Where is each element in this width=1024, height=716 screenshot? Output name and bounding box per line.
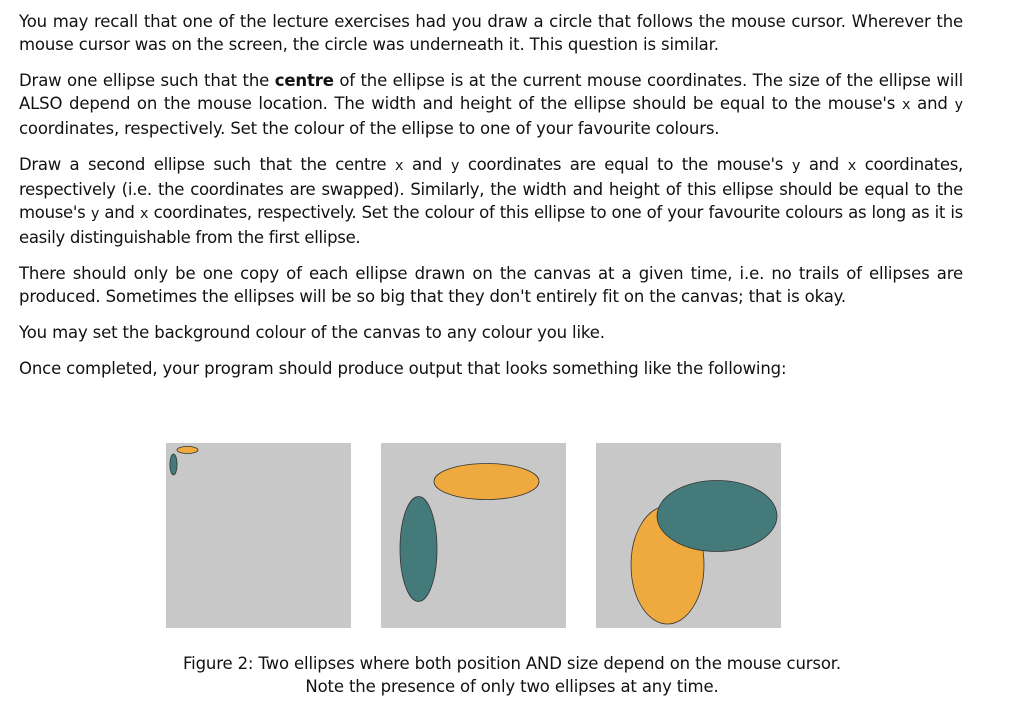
- question-text: [19, 10, 963, 393]
- code-y: y: [450, 158, 460, 174]
- paragraph-output: Once completed, your program should produce output that looks something like the following:: [19, 359, 787, 378]
- paragraph-intro: You may recall that one of the lecture exercises had you draw a circle that follows the mouse cursor. Wherever the mouse cursor was on the screen, the circle was underneath it. This question is similar.: [19, 12, 963, 54]
- code-x: x: [901, 97, 911, 113]
- figure-panels: [0, 443, 1024, 628]
- canvas-drawing-3: [596, 443, 781, 628]
- paragraph-first-ellipse: Draw one ellipse such that the centre of the ellipse is at the current mouse coordinates. The size of the ellipse will ALSO depend on the mouse location. The width and height of the ellipse should be equal to the mouse's x and y coordinates, respectively. Set the colour of the ellipse to one of your favourite colours.: [19, 71, 963, 138]
- first-ellipse: [434, 464, 539, 500]
- canvas-drawing-1: [166, 443, 351, 628]
- code-x: x: [139, 206, 149, 222]
- second-ellipse: [657, 481, 777, 552]
- canvas-example-2: [381, 443, 566, 628]
- code-x: x: [847, 158, 857, 174]
- canvas-drawing-2: [381, 443, 566, 628]
- canvas-example-3: [596, 443, 781, 628]
- code-x: x: [394, 158, 404, 174]
- paragraph-background: You may set the background colour of the canvas to any colour you like.: [19, 323, 605, 342]
- paragraph-second-ellipse: Draw a second ellipse such that the centre x and y coordinates are equal to the mouse's y and x coordinates, respectively (i.e. the coordinates are swapped). Similarly, the width and height of this ellipse should be equal to the mouse's y and x coordinates, respectively. Set the colour of this ellipse to one of your favourite colours as long as it is easily distinguishable from the first ellipse.: [19, 155, 963, 247]
- paragraph-one-copy: There should only be one copy of each ellipse drawn on the canvas at a given time, i.e. no trails of ellipses are produced. Sometimes the ellipses will be so big that they don't entirely fit on the canvas; that is okay.: [19, 264, 963, 306]
- code-y: y: [791, 158, 801, 174]
- canvas-example-1: [166, 443, 351, 628]
- second-ellipse: [400, 497, 437, 602]
- second-ellipse: [170, 454, 177, 475]
- code-y: y: [90, 206, 100, 222]
- caption-line-2: Note the presence of only two ellipses at any time.: [305, 677, 719, 696]
- first-ellipse: [177, 446, 198, 453]
- figure-caption: [0, 652, 1024, 698]
- caption-line-1: Figure 2: Two ellipses where both position AND size depend on the mouse cursor.: [183, 654, 841, 673]
- bold-centre: centre: [274, 71, 334, 90]
- code-y: y: [954, 97, 963, 113]
